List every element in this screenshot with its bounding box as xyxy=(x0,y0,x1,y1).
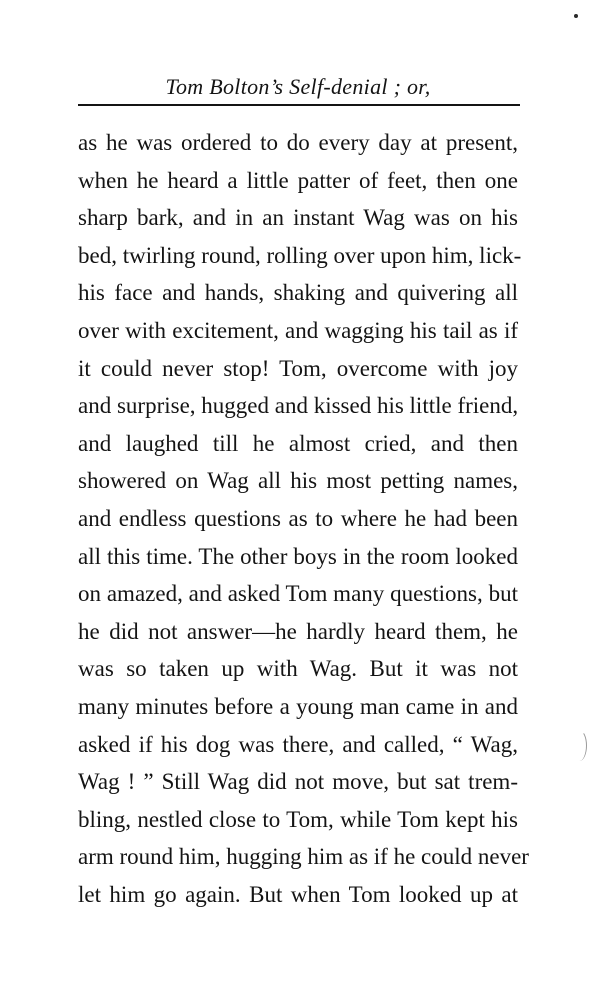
text-line: Wag ! ” Still Wag did not move, but sat trem- xyxy=(78,769,518,795)
text-line: and laughed till he almost cried, and then xyxy=(78,430,518,456)
header-rule xyxy=(78,104,520,106)
text-line: on amazed, and asked Tom many questions, but xyxy=(78,581,518,607)
text-line: and endless questions as to where he had been xyxy=(78,505,518,531)
text-line: sharp bark, and in an instant Wag was on his xyxy=(78,205,518,231)
text-line: many minutes before a young man came in and xyxy=(78,693,518,719)
running-header: Tom Bolton’s Self-denial ; or, xyxy=(165,74,431,99)
corner-speck xyxy=(574,14,578,18)
text-line: was so taken up with Wag. But it was not xyxy=(78,656,518,682)
text-line: bed, twirling round, rolling over upon him, lick- xyxy=(78,242,522,268)
margin-bracket-mark xyxy=(572,730,587,761)
text-line: he did not answer—he hardly heard them, he xyxy=(78,618,518,644)
text-line: his face and hands, shaking and quivering all xyxy=(78,280,518,306)
text-line: it could never stop! Tom, overcome with joy xyxy=(78,355,518,381)
text-line: all this time. The other boys in the room looked xyxy=(78,543,518,569)
text-line: bling, nestled close to Tom, while Tom kept his xyxy=(78,806,518,832)
text-line: when he heard a little patter of feet, then one xyxy=(78,167,518,193)
text-line: arm round him, hugging him as if he could never xyxy=(78,844,529,870)
text-line: asked if his dog was there, and called, “ Wag, xyxy=(78,731,518,757)
text-line: over with excitement, and wagging his tail as if xyxy=(78,317,518,343)
text-line: let him go again. But when Tom looked up at xyxy=(78,881,518,907)
body-text xyxy=(78,124,529,913)
text-line: as he was ordered to do every day at present, xyxy=(78,130,518,155)
text-line: showered on Wag all his most petting names, xyxy=(78,468,518,494)
text-line: and surprise, hugged and kissed his little friend, xyxy=(78,393,519,419)
